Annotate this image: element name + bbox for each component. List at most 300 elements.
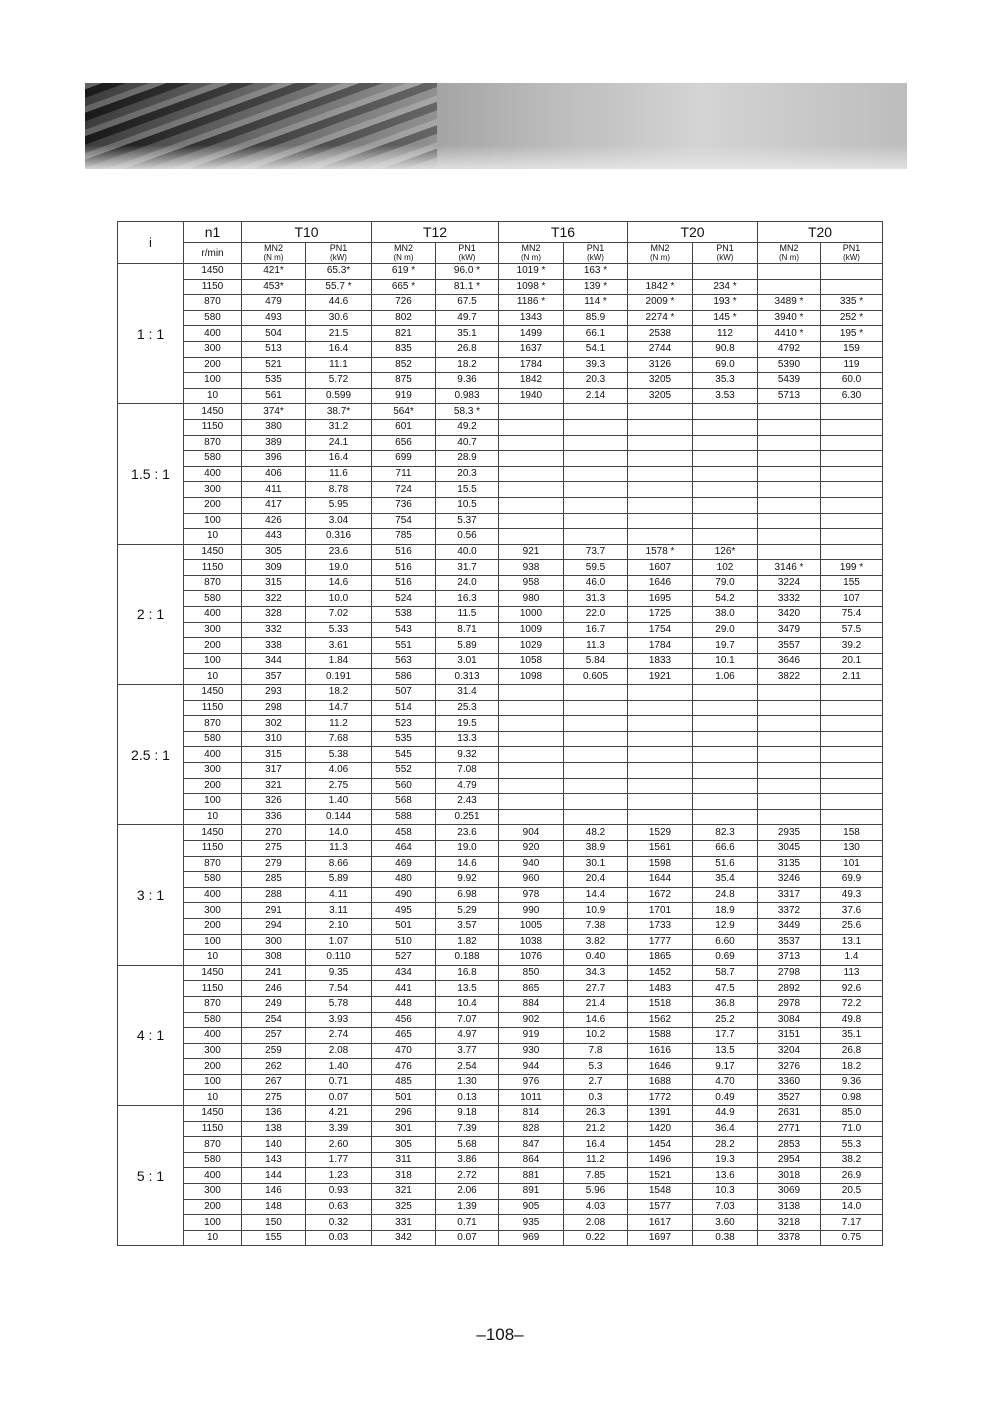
torque-cell: 902 (499, 1012, 564, 1028)
torque-cell: 275 (242, 840, 306, 856)
power-cell: 3.86 (436, 1152, 499, 1168)
rpm-cell: 400 (184, 607, 242, 623)
power-cell: 35.4 (693, 872, 758, 888)
table-row (118, 482, 883, 498)
power-cell: 59.5 (564, 560, 628, 576)
torque-cell (758, 466, 821, 482)
torque-cell: 3084 (758, 1012, 821, 1028)
torque-cell: 588 (372, 809, 436, 825)
power-cell: 37.6 (821, 903, 883, 919)
torque-cell: 711 (372, 466, 436, 482)
power-cell: 21.5 (306, 326, 372, 342)
power-cell: 2.75 (306, 778, 372, 794)
torque-cell: 919 (372, 388, 436, 404)
torque-cell: 5439 (758, 373, 821, 389)
torque-cell: 1865 (628, 950, 693, 966)
torque-cell: 3135 (758, 856, 821, 872)
torque-cell: 516 (372, 575, 436, 591)
power-cell: 11.3 (564, 638, 628, 654)
power-cell: 48.2 (564, 825, 628, 841)
torque-cell: 875 (372, 373, 436, 389)
power-cell (693, 529, 758, 545)
power-cell: 65.3* (306, 264, 372, 280)
table-row (118, 934, 883, 950)
torque-cell: 1029 (499, 638, 564, 654)
power-cell: 35.1 (436, 326, 499, 342)
power-cell: 11.6 (306, 466, 372, 482)
torque-cell: 1518 (628, 996, 693, 1012)
power-cell: 10.5 (436, 497, 499, 513)
torque-cell (628, 747, 693, 763)
torque-cell (628, 716, 693, 732)
unit-mn2 (758, 243, 821, 264)
torque-cell: 3527 (758, 1090, 821, 1106)
torque-cell: 326 (242, 794, 306, 810)
torque-cell: 246 (242, 981, 306, 997)
torque-cell: 417 (242, 497, 306, 513)
torque-cell (628, 778, 693, 794)
power-cell: 7.8 (564, 1043, 628, 1059)
power-cell: 4.11 (306, 887, 372, 903)
table-row (118, 1028, 883, 1044)
table-row (118, 1090, 883, 1106)
torque-cell: 3224 (758, 575, 821, 591)
torque-cell: 920 (499, 840, 564, 856)
rpm-cell: 100 (184, 1215, 242, 1231)
power-cell: 2.43 (436, 794, 499, 810)
torque-cell: 1754 (628, 622, 693, 638)
power-cell: 126* (693, 544, 758, 560)
power-cell (564, 716, 628, 732)
power-cell: 13.1 (821, 934, 883, 950)
power-cell: 114 * (564, 295, 628, 311)
torque-cell (499, 404, 564, 420)
power-cell: 44.6 (306, 295, 372, 311)
table-row (118, 279, 883, 295)
power-cell: 19.0 (436, 840, 499, 856)
power-cell: 193 * (693, 295, 758, 311)
torque-cell: 828 (499, 1121, 564, 1137)
torque-cell: 2631 (758, 1106, 821, 1122)
power-cell (693, 685, 758, 701)
torque-cell: 3045 (758, 840, 821, 856)
torque-cell: 1842 (499, 373, 564, 389)
power-cell: 14.6 (436, 856, 499, 872)
power-cell (821, 466, 883, 482)
rpm-cell: 1450 (184, 404, 242, 420)
power-cell: 18.2 (821, 1059, 883, 1075)
power-cell: 14.6 (306, 575, 372, 591)
torque-cell (499, 482, 564, 498)
rpm-cell: 100 (184, 513, 242, 529)
power-cell: 36.8 (693, 996, 758, 1012)
torque-cell: 3489 * (758, 295, 821, 311)
power-cell: 155 (821, 575, 883, 591)
power-cell: 158 (821, 825, 883, 841)
torque-cell: 1420 (628, 1121, 693, 1137)
torque-cell: 1098 (499, 669, 564, 685)
torque-cell: 1637 (499, 341, 564, 357)
power-cell (821, 419, 883, 435)
power-cell: 7.38 (564, 918, 628, 934)
power-cell: 1.23 (306, 1168, 372, 1184)
power-cell: 101 (821, 856, 883, 872)
torque-cell (628, 685, 693, 701)
torque-cell: 538 (372, 607, 436, 623)
power-cell: 31.2 (306, 419, 372, 435)
torque-cell: 469 (372, 856, 436, 872)
torque-cell (499, 794, 564, 810)
torque-cell: 448 (372, 996, 436, 1012)
power-cell (821, 482, 883, 498)
power-cell: 60.0 (821, 373, 883, 389)
torque-cell: 619 * (372, 264, 436, 280)
torque-cell: 1940 (499, 388, 564, 404)
table-row (118, 653, 883, 669)
torque-cell: 1000 (499, 607, 564, 623)
unit-mn2-units: (N m) (263, 253, 284, 262)
torque-cell: 1772 (628, 1090, 693, 1106)
power-cell: 0.22 (564, 1230, 628, 1246)
rpm-cell: 1150 (184, 1121, 242, 1137)
power-cell (821, 404, 883, 420)
power-cell: 22.0 (564, 607, 628, 623)
power-cell (564, 419, 628, 435)
torque-cell: 3126 (628, 357, 693, 373)
torque-cell (628, 763, 693, 779)
torque-cell (499, 466, 564, 482)
torque-cell: 2538 (628, 326, 693, 342)
torque-cell: 561 (242, 388, 306, 404)
torque-cell: 568 (372, 794, 436, 810)
rpm-cell: 10 (184, 950, 242, 966)
unit-pn1-label: PN1 (329, 243, 348, 253)
torque-cell: 3372 (758, 903, 821, 919)
unit-mn2-label: MN2 (779, 243, 799, 253)
power-cell: 2.60 (306, 1137, 372, 1153)
rpm-cell: 300 (184, 341, 242, 357)
table-row (118, 903, 883, 919)
power-cell: 51.6 (693, 856, 758, 872)
torque-cell: 3449 (758, 918, 821, 934)
power-cell (821, 435, 883, 451)
power-cell: 90.8 (693, 341, 758, 357)
power-cell: 25.6 (821, 918, 883, 934)
table-row (118, 669, 883, 685)
header-n1: n1 (184, 222, 242, 243)
power-cell: 2.7 (564, 1074, 628, 1090)
power-cell: 27.7 (564, 981, 628, 997)
torque-cell: 1521 (628, 1168, 693, 1184)
torque-cell: 1697 (628, 1230, 693, 1246)
power-cell: 5.3 (564, 1059, 628, 1075)
unit-mn2 (499, 243, 564, 264)
table-row (118, 466, 883, 482)
torque-cell: 1607 (628, 560, 693, 576)
table-row (118, 1106, 883, 1122)
torque-cell (758, 794, 821, 810)
power-cell: 49.3 (821, 887, 883, 903)
power-cell: 24.0 (436, 575, 499, 591)
power-cell: 26.8 (436, 341, 499, 357)
power-cell: 3.77 (436, 1043, 499, 1059)
unit-pn1-units: (kW) (587, 253, 604, 262)
power-cell: 3.57 (436, 918, 499, 934)
table-row (118, 529, 883, 545)
power-cell (693, 700, 758, 716)
torque-cell: 470 (372, 1043, 436, 1059)
power-cell: 11.1 (306, 357, 372, 373)
power-cell: 14.7 (306, 700, 372, 716)
power-cell: 16.8 (436, 965, 499, 981)
torque-cell: 1644 (628, 872, 693, 888)
power-cell: 0.605 (564, 669, 628, 685)
torque-cell: 322 (242, 591, 306, 607)
power-cell: 7.07 (436, 1012, 499, 1028)
torque-cell: 507 (372, 685, 436, 701)
torque-cell: 453* (242, 279, 306, 295)
table-row (118, 809, 883, 825)
power-cell: 19.5 (436, 716, 499, 732)
power-cell: 35.3 (693, 373, 758, 389)
power-cell: 0.98 (821, 1090, 883, 1106)
power-cell: 54.2 (693, 591, 758, 607)
torque-cell: 2744 (628, 341, 693, 357)
power-cell: 0.599 (306, 388, 372, 404)
power-cell: 5.72 (306, 373, 372, 389)
power-cell: 3.04 (306, 513, 372, 529)
power-cell: 0.110 (306, 950, 372, 966)
ratio-cell: 1 : 1 (118, 264, 184, 404)
unit-pn1 (564, 243, 628, 264)
table-row (118, 388, 883, 404)
rpm-cell: 10 (184, 809, 242, 825)
torque-cell (499, 778, 564, 794)
torque-cell (499, 451, 564, 467)
torque-cell: 3205 (628, 373, 693, 389)
torque-cell (758, 513, 821, 529)
power-cell (821, 716, 883, 732)
power-cell: 38.9 (564, 840, 628, 856)
torque-cell: 2009 * (628, 295, 693, 311)
torque-cell: 5390 (758, 357, 821, 373)
power-cell: 66.6 (693, 840, 758, 856)
rpm-cell: 1150 (184, 840, 242, 856)
power-cell: 130 (821, 840, 883, 856)
power-cell: 199 * (821, 560, 883, 576)
torque-cell: 726 (372, 295, 436, 311)
power-cell: 40.0 (436, 544, 499, 560)
table-row (118, 825, 883, 841)
power-cell: 29.0 (693, 622, 758, 638)
unit-pn1-units: (kW) (843, 253, 860, 262)
power-cell: 55.7 * (306, 279, 372, 295)
header-model-t16: T16 (499, 222, 628, 243)
power-cell: 0.93 (306, 1184, 372, 1200)
torque-cell: 311 (372, 1152, 436, 1168)
power-cell: 3.01 (436, 653, 499, 669)
torque-cell: 3069 (758, 1184, 821, 1200)
rpm-cell: 580 (184, 310, 242, 326)
power-cell: 6.98 (436, 887, 499, 903)
rpm-cell: 200 (184, 778, 242, 794)
torque-cell: 257 (242, 1028, 306, 1044)
torque-cell: 699 (372, 451, 436, 467)
power-cell: 11.2 (564, 1152, 628, 1168)
power-cell: 15.5 (436, 482, 499, 498)
table-row (118, 591, 883, 607)
power-cell: 5.68 (436, 1137, 499, 1153)
torque-cell: 298 (242, 700, 306, 716)
rpm-cell: 300 (184, 1184, 242, 1200)
rpm-cell: 1450 (184, 965, 242, 981)
rpm-cell: 1450 (184, 544, 242, 560)
unit-mn2-label: MN2 (263, 243, 283, 253)
power-cell: 3.82 (564, 934, 628, 950)
torque-cell: 443 (242, 529, 306, 545)
torque-cell: 560 (372, 778, 436, 794)
power-cell: 9.32 (436, 747, 499, 763)
unit-mn2-units: (N m) (393, 253, 414, 262)
power-cell: 112 (693, 326, 758, 342)
torque-cell: 396 (242, 451, 306, 467)
rpm-cell: 1450 (184, 1106, 242, 1122)
torque-cell: 535 (372, 731, 436, 747)
unit-pn1-label: PN1 (458, 243, 476, 253)
rpm-cell: 1150 (184, 419, 242, 435)
table-row (118, 763, 883, 779)
power-cell: 31.7 (436, 560, 499, 576)
table-row (118, 575, 883, 591)
power-cell: 14.4 (564, 887, 628, 903)
torque-cell (628, 264, 693, 280)
torque-cell: 1784 (628, 638, 693, 654)
rpm-cell: 100 (184, 934, 242, 950)
power-cell: 5.78 (306, 996, 372, 1012)
power-cell (821, 731, 883, 747)
power-cell: 47.5 (693, 981, 758, 997)
torque-cell: 249 (242, 996, 306, 1012)
power-cell: 85.0 (821, 1106, 883, 1122)
header-row-units (118, 243, 883, 264)
power-cell: 13.6 (693, 1168, 758, 1184)
power-cell: 4.03 (564, 1199, 628, 1215)
rpm-cell: 200 (184, 1059, 242, 1075)
torque-cell (499, 497, 564, 513)
torque-cell: 1391 (628, 1106, 693, 1122)
power-cell: 4.06 (306, 763, 372, 779)
power-cell: 9.36 (436, 373, 499, 389)
power-cell: 19.7 (693, 638, 758, 654)
power-cell: 7.02 (306, 607, 372, 623)
power-cell: 159 (821, 341, 883, 357)
table-row (118, 607, 883, 623)
power-cell: 79.0 (693, 575, 758, 591)
power-cell: 195 * (821, 326, 883, 342)
power-cell: 25.2 (693, 1012, 758, 1028)
rpm-cell: 200 (184, 638, 242, 654)
ratio-cell: 4 : 1 (118, 965, 184, 1105)
torque-cell: 938 (499, 560, 564, 576)
power-cell: 7.85 (564, 1168, 628, 1184)
power-cell: 67.5 (436, 295, 499, 311)
torque-cell (628, 497, 693, 513)
table-row (118, 326, 883, 342)
torque-cell: 504 (242, 326, 306, 342)
torque-cell: 4792 (758, 341, 821, 357)
power-cell: 5.84 (564, 653, 628, 669)
power-cell: 72.2 (821, 996, 883, 1012)
power-cell: 2.10 (306, 918, 372, 934)
power-cell: 40.7 (436, 435, 499, 451)
rpm-cell: 870 (184, 1137, 242, 1153)
torque-cell: 2954 (758, 1152, 821, 1168)
power-cell: 0.983 (436, 388, 499, 404)
rpm-cell: 200 (184, 918, 242, 934)
torque-cell: 1452 (628, 965, 693, 981)
table-row (118, 1137, 883, 1153)
rpm-cell: 10 (184, 1230, 242, 1246)
table-row (118, 1043, 883, 1059)
power-cell: 13.3 (436, 731, 499, 747)
torque-cell: 1616 (628, 1043, 693, 1059)
torque-cell: 523 (372, 716, 436, 732)
torque-cell: 3276 (758, 1059, 821, 1075)
power-cell: 49.7 (436, 310, 499, 326)
torque-cell: 1562 (628, 1012, 693, 1028)
power-cell (821, 544, 883, 560)
torque-cell: 516 (372, 560, 436, 576)
power-cell: 0.316 (306, 529, 372, 545)
unit-pn1-units: (kW) (716, 253, 734, 262)
power-cell (821, 700, 883, 716)
power-cell (821, 685, 883, 701)
unit-pn1-label: PN1 (586, 243, 605, 253)
power-cell (693, 809, 758, 825)
torque-cell: 140 (242, 1137, 306, 1153)
power-cell: 2.08 (306, 1043, 372, 1059)
torque-cell: 480 (372, 872, 436, 888)
torque-cell: 254 (242, 1012, 306, 1028)
power-cell: 17.7 (693, 1028, 758, 1044)
power-cell (693, 716, 758, 732)
header-model-t12: T12 (372, 222, 499, 243)
unit-mn2-label: MN2 (393, 243, 413, 253)
torque-cell: 389 (242, 435, 306, 451)
table-row (118, 1121, 883, 1137)
torque-cell: 935 (499, 1215, 564, 1231)
power-cell: 11.5 (436, 607, 499, 623)
torque-cell: 490 (372, 887, 436, 903)
power-cell: 1.06 (693, 669, 758, 685)
power-cell: 0.63 (306, 1199, 372, 1215)
power-cell: 0.32 (306, 1215, 372, 1231)
torque-cell: 3420 (758, 607, 821, 623)
torque-cell: 904 (499, 825, 564, 841)
rpm-cell: 870 (184, 575, 242, 591)
header-model-t10: T10 (242, 222, 372, 243)
torque-cell: 465 (372, 1028, 436, 1044)
torque-cell: 1784 (499, 357, 564, 373)
torque-cell: 308 (242, 950, 306, 966)
power-cell: 9.18 (436, 1106, 499, 1122)
rpm-cell: 200 (184, 497, 242, 513)
torque-cell: 921 (499, 544, 564, 560)
torque-cell: 380 (242, 419, 306, 435)
power-cell: 3.60 (693, 1215, 758, 1231)
torque-cell: 305 (372, 1137, 436, 1153)
torque-cell: 155 (242, 1230, 306, 1246)
